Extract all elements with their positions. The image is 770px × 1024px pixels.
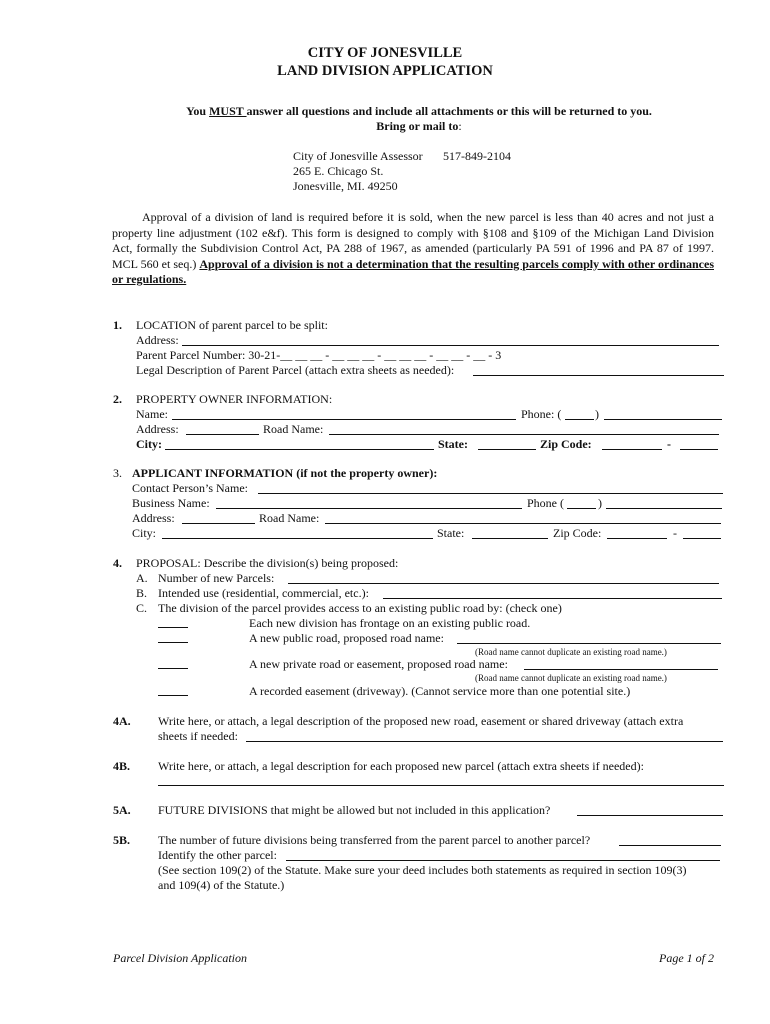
applicant-address-field[interactable]	[182, 522, 255, 524]
bring-mail-label: Bring or mail to	[376, 119, 459, 133]
option2-checkbox[interactable]	[158, 641, 188, 643]
must-notice	[34, 104, 770, 119]
owner-name-field[interactable]	[172, 418, 516, 420]
section5b-number: 5B.	[113, 833, 131, 847]
owner-road-field[interactable]	[329, 433, 719, 435]
owner-state-field[interactable]	[478, 448, 536, 450]
owner-zip-field[interactable]	[602, 448, 662, 450]
bring-mail-colon: :	[458, 119, 462, 133]
owner-city-field[interactable]	[165, 448, 434, 450]
form-title: CITY OF JONESVILLE	[307, 45, 463, 61]
section4a-text1: Write here, or attach, a legal description of the proposed new road, easement or shared driveway (attach extra	[158, 714, 684, 728]
option4-text: A recorded easement (driveway). (Cannot service more than one potential site.)	[249, 684, 631, 698]
owner-state-label: State:	[438, 437, 468, 451]
owner-name-label: Name:	[136, 407, 168, 421]
owner-phone-close: )	[595, 407, 599, 421]
option1-text: Each new division has frontage on an existing public road.	[249, 616, 531, 630]
section4b-text: Write here, or attach, a legal description for each proposed new parcel (attach extra sheets if needed):	[158, 759, 644, 773]
owner-address-field[interactable]	[186, 433, 259, 435]
section5b-text1: The number of future divisions being transferred from the parent parcel to another parcel?	[158, 833, 591, 847]
section5b-text3: (See section 109(2) of the Statute. Make sure your deed includes both statements as required in section 109(3)	[158, 863, 687, 877]
business-name-label: Business Name:	[132, 496, 210, 510]
section5a-number: 5A.	[113, 803, 131, 817]
section1-number: 1.	[113, 318, 122, 332]
future-divisions-field[interactable]	[577, 814, 723, 816]
applicant-address-label: Address:	[132, 511, 175, 525]
option2-text: A new public road, proposed road name:	[249, 631, 444, 645]
item-c-label: C.	[136, 601, 148, 615]
new-parcels-field[interactable]	[288, 582, 719, 584]
section2-number: 2.	[113, 392, 122, 406]
applicant-state-label: State:	[437, 526, 465, 540]
section3-heading: APPLICANT INFORMATION (if not the property owner):	[132, 466, 438, 480]
option3-text: A new private road or easement, proposed road name:	[249, 657, 508, 671]
section4a-text2: sheets if needed:	[158, 729, 238, 743]
notice-must: MUST	[209, 104, 247, 118]
owner-phone-field[interactable]	[604, 418, 722, 420]
parcel-number-label: Parent Parcel Number: 30-21-__ __ __ - __ __ __ - __ __ __ - __ __ - __ - 3	[136, 348, 502, 362]
public-road-name-field[interactable]	[457, 642, 721, 644]
legal-description-label: Legal Description of Parent Parcel (attach extra sheets as needed):	[136, 363, 455, 377]
intro-paragraph	[112, 210, 714, 288]
applicant-road-label: Road Name:	[259, 511, 320, 525]
applicant-city-label: City:	[132, 526, 157, 540]
private-road-name-field[interactable]	[524, 668, 718, 670]
business-name-field[interactable]	[216, 507, 522, 509]
applicant-zip-label: Zip Code:	[553, 526, 602, 540]
item-a-label: A.	[136, 571, 148, 585]
owner-address-label: Address:	[136, 422, 179, 436]
owner-phone-label: Phone: (	[521, 407, 562, 421]
owner-area-code-field[interactable]	[565, 418, 594, 420]
item-a-text: Number of new Parcels:	[158, 571, 275, 585]
item-c-text: The division of the parcel provides access to an existing public road by: (check one)	[158, 601, 562, 615]
option3-note: (Road name cannot duplicate an existing road name.)	[475, 673, 667, 683]
assessor-city: Jonesville, MI. 49250	[293, 179, 398, 193]
section5a-text: FUTURE DIVISIONS that might be allowed but not included in this application?	[158, 803, 551, 817]
assessor-phone: 517-849-2104	[443, 149, 511, 163]
owner-road-label: Road Name:	[263, 422, 324, 436]
parcel-legal-description-field[interactable]	[158, 784, 724, 786]
legal-description-field[interactable]	[473, 374, 724, 376]
applicant-road-field[interactable]	[325, 522, 721, 524]
section1-address-field[interactable]	[182, 344, 719, 346]
road-legal-description-field[interactable]	[246, 740, 723, 742]
applicant-phone-field[interactable]	[606, 507, 722, 509]
section4b-number: 4B.	[113, 759, 131, 773]
section1-address-label: Address:	[136, 333, 179, 347]
intro-text: Approval of a division of land is required before it is sold, when the new parcel is less than 40 acres and not just a property line adjustment (102 e&f). This form is designed to comply with §108 and §109 of the Michigan Land Division Act, formally the Subdivision Control Act, PA 288 of 1967, as amended (particularly PA 591 of 1996 and PA 87 of 1997. MCL 560 et seq.)	[112, 210, 714, 271]
option1-checkbox[interactable]	[158, 626, 188, 628]
notice-pre: You	[186, 104, 210, 118]
page-number: Page 1 of 2	[659, 951, 714, 965]
transferred-divisions-field[interactable]	[619, 844, 721, 846]
owner-zip-dash: -	[667, 437, 671, 451]
section4-heading: PROPOSAL: Describe the division(s) being proposed:	[136, 556, 399, 570]
applicant-state-field[interactable]	[472, 537, 548, 539]
intended-use-field[interactable]	[383, 597, 722, 599]
applicant-phone-label: Phone (	[527, 496, 564, 510]
section4a-number: 4A.	[113, 714, 131, 728]
bring-mail	[34, 119, 770, 134]
applicant-city-field[interactable]	[162, 537, 433, 539]
form-subtitle: LAND DIVISION APPLICATION	[277, 63, 493, 79]
section2-heading: PROPERTY OWNER INFORMATION:	[136, 392, 333, 406]
applicant-zip4-field[interactable]	[683, 537, 721, 539]
section5b-text2: Identify the other parcel:	[158, 848, 277, 862]
assessor-street: 265 E. Chicago St.	[293, 164, 384, 178]
owner-city-label: City:	[136, 437, 162, 451]
intro-disclaimer: Approval of a division is not a determination that the resulting parcels comply with other ordinances or regulations.	[112, 256, 714, 286]
option2-note: (Road name cannot duplicate an existing road name.)	[475, 647, 667, 657]
contact-name-label: Contact Person’s Name:	[132, 481, 248, 495]
notice-post: answer all questions and include all attachments or this will be returned to you.	[246, 104, 652, 118]
other-parcel-field[interactable]	[286, 859, 720, 861]
applicant-zip-dash: -	[673, 526, 677, 540]
option4-checkbox[interactable]	[158, 694, 188, 696]
applicant-zip-field[interactable]	[607, 537, 667, 539]
contact-name-field[interactable]	[258, 492, 723, 494]
footer-title: Parcel Division Application	[113, 951, 247, 965]
item-b-text: Intended use (residential, commercial, etc.):	[158, 586, 369, 600]
applicant-phone-close: )	[598, 496, 602, 510]
section3-number: 3.	[113, 466, 122, 480]
applicant-area-code-field[interactable]	[567, 507, 596, 509]
owner-zip-label: Zip Code:	[540, 437, 592, 451]
assessor-name: City of Jonesville Assessor	[293, 149, 423, 163]
item-b-label: B.	[136, 586, 148, 600]
owner-zip4-field[interactable]	[680, 448, 718, 450]
section4-number: 4.	[113, 556, 122, 570]
section1-heading: LOCATION of parent parcel to be split:	[136, 318, 328, 332]
section5b-text4: and 109(4) of the Statute.)	[158, 878, 285, 892]
option3-checkbox[interactable]	[158, 667, 188, 669]
